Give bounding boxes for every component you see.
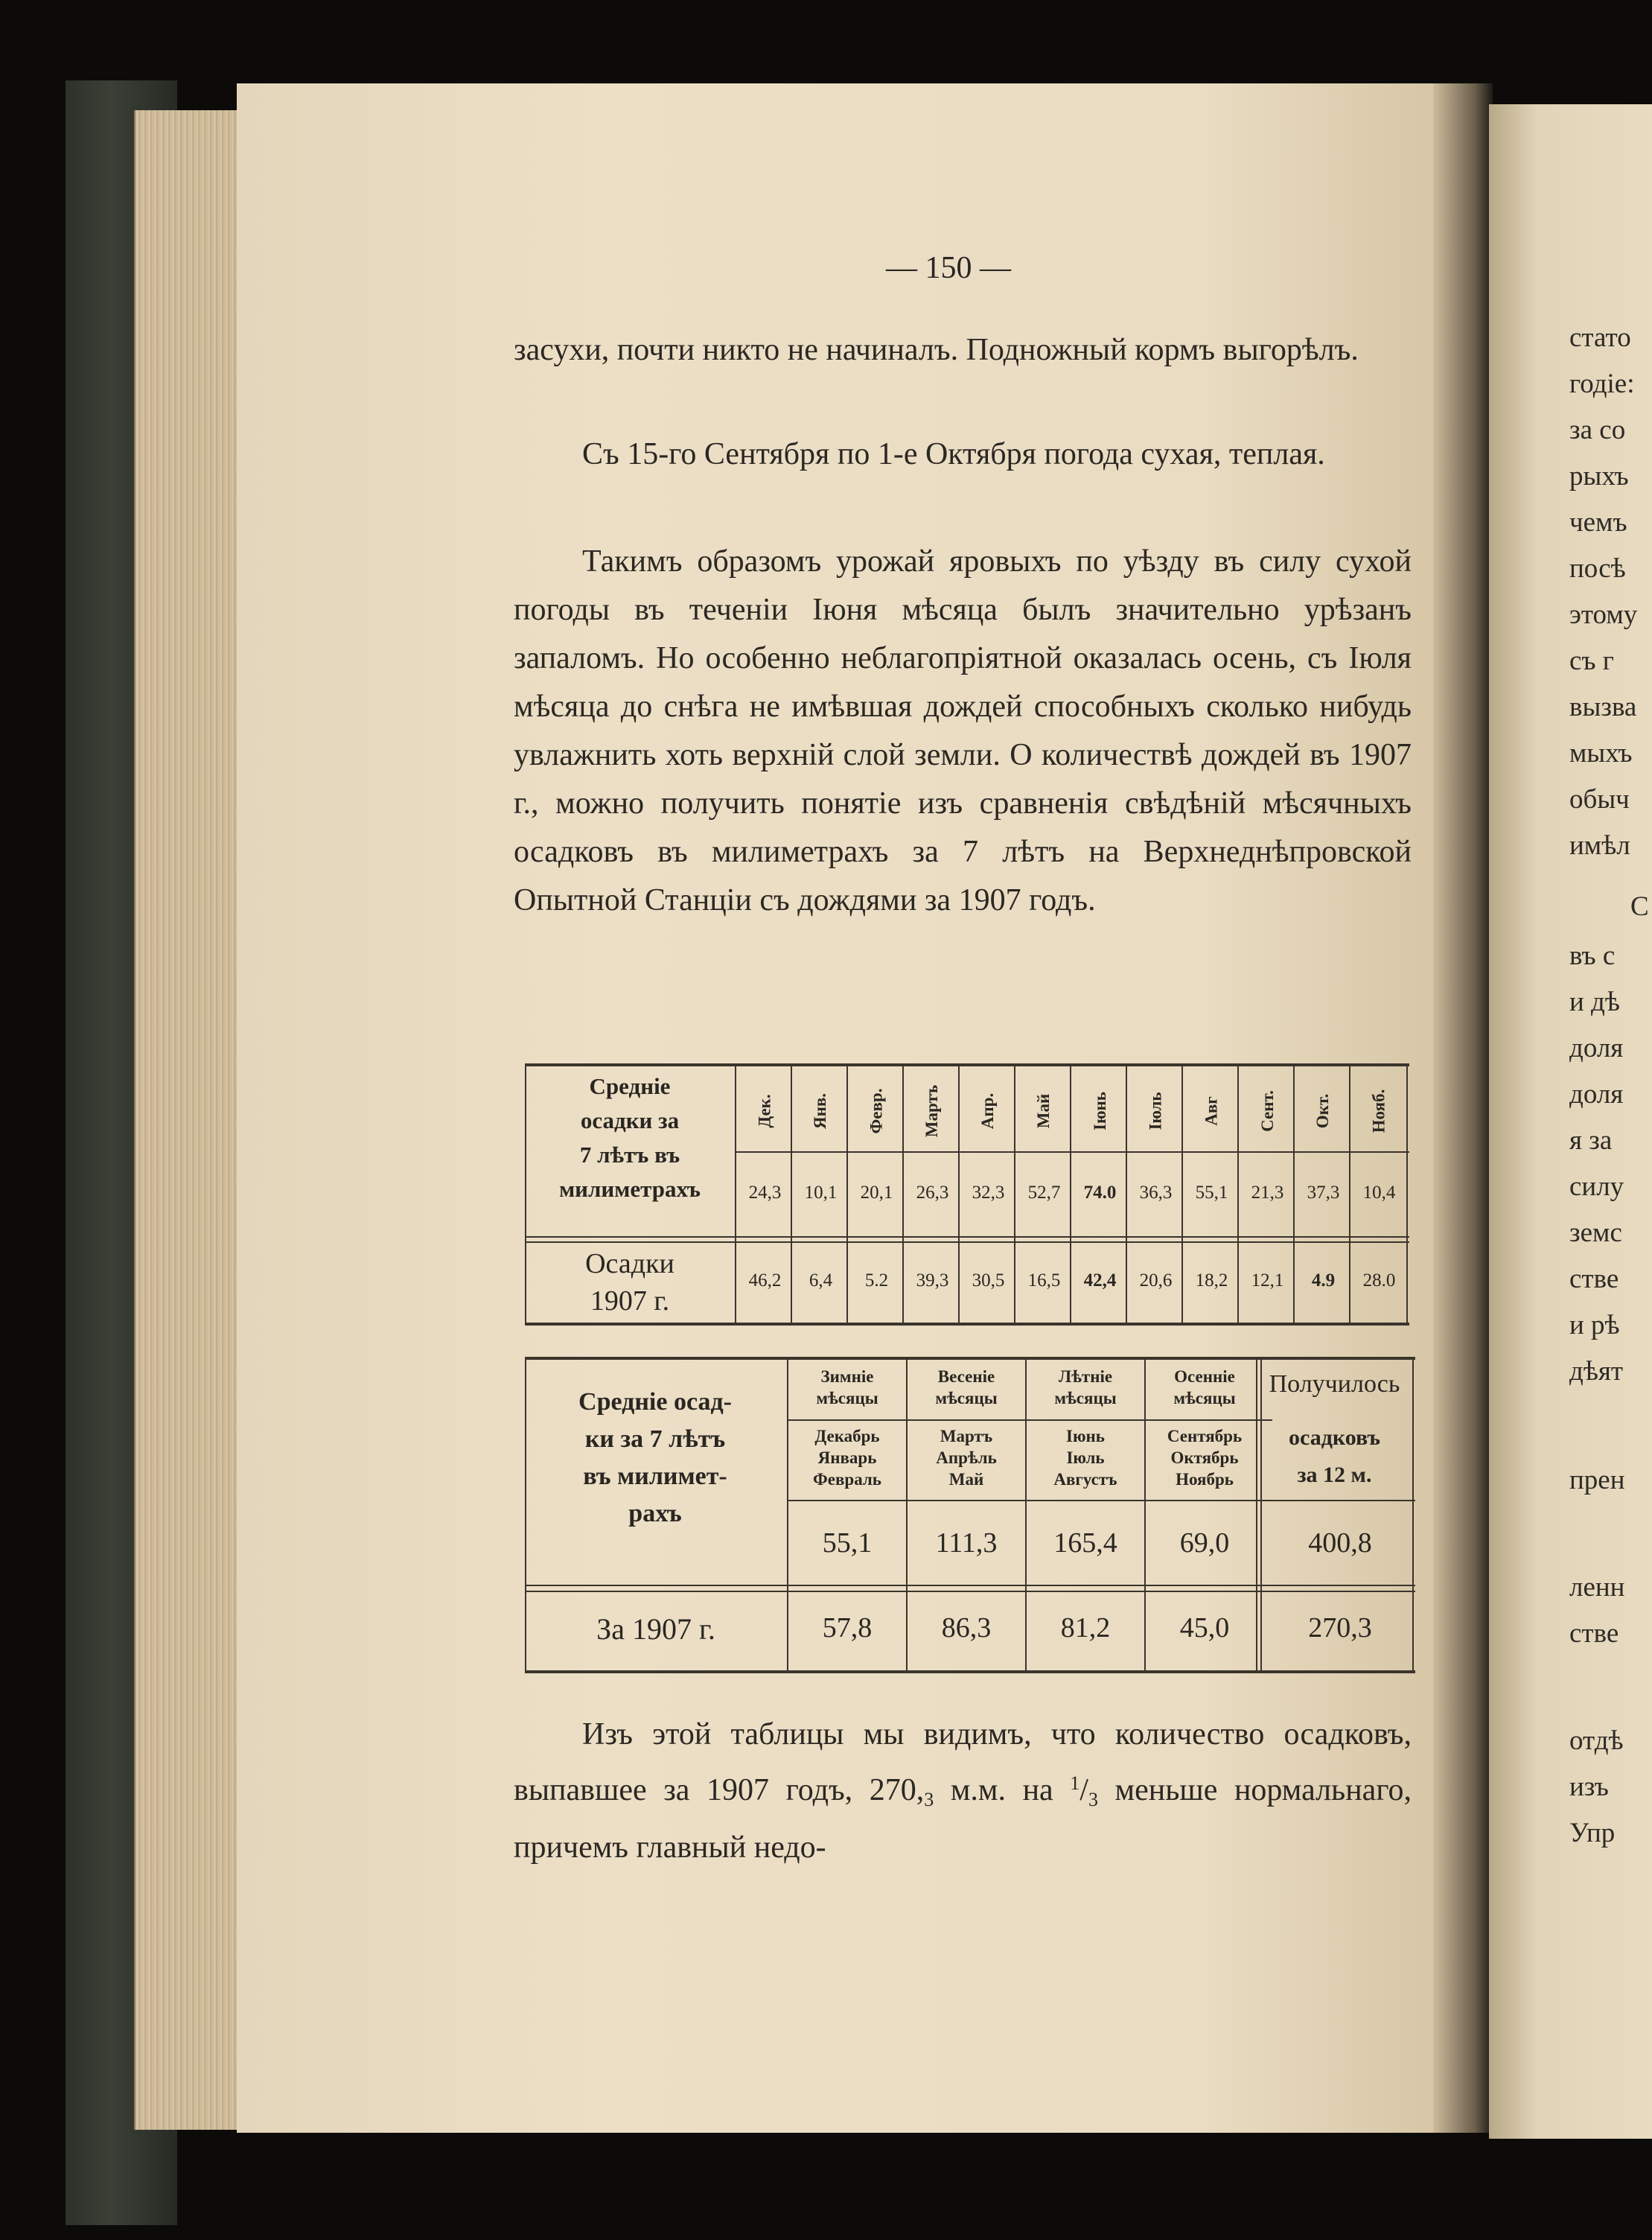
total-header: Получилось bbox=[1269, 1370, 1400, 1398]
row-label-line: Среднiе bbox=[589, 1073, 671, 1099]
row-label-1907: За 1907 г. bbox=[596, 1612, 715, 1646]
season-month: Ноябрь bbox=[1176, 1470, 1234, 1489]
right-page-fragment: за со bbox=[1569, 415, 1626, 445]
season-header bbox=[788, 1366, 906, 1409]
month-header: Окт. bbox=[1313, 1093, 1333, 1129]
season-month: Октябрь bbox=[1170, 1448, 1239, 1467]
season-months bbox=[908, 1425, 1025, 1490]
table-cell: 16,5 bbox=[1027, 1270, 1061, 1291]
month-header: Апр. bbox=[978, 1092, 998, 1130]
season-month: Декабрь bbox=[814, 1427, 880, 1445]
row-label-line: въ милимет- bbox=[583, 1463, 727, 1490]
right-page-fragment: изъ bbox=[1569, 1772, 1609, 1802]
table-cell: 20,1 bbox=[860, 1183, 893, 1203]
row-label-1907 bbox=[525, 1245, 735, 1320]
table-cell: 36,3 bbox=[1139, 1183, 1173, 1203]
table-cell: 42,4 bbox=[1083, 1270, 1117, 1291]
table-cell: 28.0 bbox=[1362, 1270, 1396, 1291]
season-months bbox=[1027, 1425, 1144, 1490]
table-cell: 45,0 bbox=[1179, 1612, 1230, 1644]
total-subheader bbox=[1258, 1419, 1411, 1494]
right-page-fragment: и дѣ bbox=[1569, 987, 1620, 1017]
season-title-line: мѣсяцы bbox=[816, 1389, 878, 1407]
text-run: м.м. на bbox=[934, 1773, 1071, 1807]
table-cell: 86,3 bbox=[941, 1612, 992, 1644]
month-header: Сент. bbox=[1257, 1090, 1277, 1132]
row-label-line: рахъ bbox=[628, 1500, 682, 1527]
season-header bbox=[1146, 1366, 1263, 1409]
row-label-line: милиметрахъ bbox=[559, 1176, 701, 1202]
season-month: Май bbox=[948, 1470, 984, 1489]
monthly-precipitation-table bbox=[525, 1063, 1409, 1326]
text-run: Изъ этой таблицы мы видимъ, что количество осадковъ, выпавшее за 1907 годъ, 270, bbox=[514, 1717, 1412, 1807]
month-header: Май bbox=[1034, 1093, 1053, 1129]
superscript: 1 bbox=[1070, 1772, 1080, 1794]
table-subheader-rule bbox=[1027, 1419, 1153, 1421]
table-cell: 26,3 bbox=[916, 1183, 949, 1203]
right-page-fragment: доля bbox=[1569, 1079, 1624, 1110]
subscript: 3 bbox=[924, 1789, 934, 1810]
month-header: Дек. bbox=[755, 1094, 774, 1128]
table-cell: 18,2 bbox=[1195, 1270, 1228, 1291]
text-run: меньше нормальнаго, причемъ главный недо- bbox=[514, 1773, 1412, 1865]
month-header: Iюль bbox=[1146, 1092, 1165, 1130]
season-title-line: Осеннiе bbox=[1174, 1367, 1235, 1386]
right-page-fragment: Упр bbox=[1569, 1818, 1616, 1848]
right-page-fragment: имѣл bbox=[1569, 830, 1630, 861]
right-page-fragment: ленн bbox=[1569, 1572, 1625, 1603]
month-header: Февр. bbox=[867, 1088, 886, 1134]
table-cell: 52,7 bbox=[1027, 1183, 1061, 1203]
right-page-fragment: доля bbox=[1569, 1033, 1624, 1063]
right-page-fragment: земс bbox=[1569, 1218, 1622, 1248]
right-page-fragment: стато bbox=[1569, 322, 1631, 353]
table-cell: 57,8 bbox=[822, 1612, 873, 1644]
right-page-fragment: этому bbox=[1569, 599, 1638, 630]
month-header: Янв. bbox=[811, 1092, 830, 1130]
season-title-line: мѣсяцы bbox=[935, 1389, 998, 1407]
table-cell: 111,3 bbox=[935, 1527, 998, 1559]
right-page-fragment: и рѣ bbox=[1569, 1310, 1620, 1340]
table-cell: 30,5 bbox=[972, 1270, 1005, 1291]
table-cell: 20,6 bbox=[1139, 1270, 1173, 1291]
season-month: Апрѣль bbox=[936, 1448, 997, 1467]
table-header-rule bbox=[735, 1151, 1409, 1153]
row-label-line: ки за 7 лѣтъ bbox=[584, 1425, 726, 1453]
row-label-average bbox=[525, 1069, 735, 1206]
right-page-fragment: годiе: bbox=[1569, 369, 1635, 399]
right-page-fragment: прен bbox=[1569, 1465, 1625, 1495]
table-cell: 5.2 bbox=[864, 1270, 889, 1291]
table-cell: 32,3 bbox=[972, 1183, 1005, 1203]
table-cell: 6,4 bbox=[809, 1270, 833, 1291]
season-month: Августъ bbox=[1053, 1470, 1117, 1489]
table-cell: 10,1 bbox=[804, 1183, 838, 1203]
table-cell: 10,4 bbox=[1362, 1183, 1396, 1203]
table-cell: 81,2 bbox=[1060, 1612, 1111, 1644]
season-month: Сентябрь bbox=[1167, 1427, 1243, 1445]
paragraph-3: Такимъ образомъ урожай яровыхъ по уѣзду въ силу сухой погоды въ теченiи Iюня мѣсяца былъ значительно урѣзанъ запаломъ. Но особенно неблагопрiятной оказалась осень, съ Iюля мѣсяца до снѣга не имѣвшая дождей способныхъ сколько нибудь увлажнить хоть верхнiй слой земли. О количествѣ дождей въ 1907 г., можно получить понятiе изъ сравненiя свѣдѣнiй мѣсячныхъ осадковъ въ милиметрахъ за 7 лѣтъ на Верхнеднѣпровской Опытной Станцiи съ дождями за 1907 годъ. bbox=[514, 544, 1412, 917]
season-title-line: мѣсяцы bbox=[1173, 1389, 1236, 1407]
table-cell: 12,1 bbox=[1251, 1270, 1284, 1291]
right-page-fragment: дѣят bbox=[1569, 1356, 1624, 1387]
table-border-right bbox=[1412, 1357, 1414, 1673]
right-page-fragment: стве bbox=[1569, 1618, 1619, 1649]
table-cell: 165,4 bbox=[1053, 1527, 1117, 1559]
season-header bbox=[908, 1366, 1025, 1409]
row-label-average bbox=[540, 1384, 771, 1533]
table-cell: 24,3 bbox=[748, 1183, 782, 1203]
season-header bbox=[1027, 1366, 1144, 1409]
table-cell: 270,3 bbox=[1308, 1612, 1372, 1644]
table-subheader-rule bbox=[1146, 1419, 1272, 1421]
season-month: Iюнь bbox=[1066, 1427, 1105, 1445]
table-cell: 21,3 bbox=[1251, 1183, 1284, 1203]
subscript: 3 bbox=[1088, 1789, 1098, 1810]
row-label-line: Осадки bbox=[585, 1248, 674, 1279]
page-fold bbox=[1433, 83, 1493, 2133]
table-cell: 69,0 bbox=[1179, 1527, 1230, 1559]
right-page-fragment: я за bbox=[1569, 1125, 1613, 1156]
table-column-rule bbox=[735, 1063, 736, 1326]
total-subheader-line: за 12 м. bbox=[1297, 1463, 1372, 1487]
seasonal-precipitation-table bbox=[525, 1357, 1415, 1673]
season-months bbox=[788, 1425, 906, 1490]
right-page-fragment: чемъ bbox=[1569, 507, 1627, 538]
right-page-fragment: мыхъ bbox=[1569, 738, 1633, 769]
table-subheader-rule bbox=[788, 1419, 915, 1421]
right-page-fragment: С bbox=[1630, 891, 1649, 922]
paragraph-1: засухи, почти никто не начиналъ. Подножный кормъ выгорѣлъ. bbox=[514, 333, 1359, 367]
season-months bbox=[1146, 1425, 1263, 1490]
table-row-separator bbox=[525, 1236, 1409, 1243]
season-title-line: Весенiе bbox=[937, 1367, 995, 1386]
season-title-line: Зимнiе bbox=[820, 1367, 874, 1386]
season-month: Iюль bbox=[1066, 1448, 1105, 1467]
row-label-line: 1907 г. bbox=[590, 1285, 670, 1317]
row-label-line: осадки за bbox=[580, 1107, 680, 1133]
season-title-line: мѣсяцы bbox=[1054, 1389, 1117, 1407]
right-page-fragment: посѣ bbox=[1569, 553, 1626, 584]
table-cell: 74.0 bbox=[1083, 1183, 1117, 1203]
month-header: Нояб. bbox=[1369, 1089, 1388, 1133]
page-edges bbox=[134, 110, 247, 2130]
month-header: Мартъ bbox=[922, 1084, 942, 1138]
month-header: Авг bbox=[1202, 1096, 1221, 1126]
right-page-fragment: отдѣ bbox=[1569, 1725, 1624, 1756]
season-month: Январь bbox=[817, 1448, 877, 1467]
row-label-line: 7 лѣтъ въ bbox=[579, 1142, 680, 1168]
season-month: Февраль bbox=[813, 1470, 881, 1489]
right-page-fragment: силу bbox=[1569, 1171, 1624, 1202]
table-cell: 46,2 bbox=[748, 1270, 782, 1291]
month-header: Iюнь bbox=[1090, 1092, 1109, 1130]
table-cell: 4.9 bbox=[1311, 1270, 1336, 1291]
table-row-separator bbox=[525, 1585, 1415, 1592]
season-title-line: Лѣтнiе bbox=[1058, 1367, 1113, 1386]
table-cell: 37,3 bbox=[1307, 1183, 1340, 1203]
paragraph-2: Съ 15-го Сентября по 1-е Октября погода сухая, теплая. bbox=[582, 437, 1325, 471]
text-run: / bbox=[1079, 1773, 1088, 1807]
table-header-rule bbox=[787, 1500, 1415, 1501]
table-cell: 400,8 bbox=[1308, 1527, 1372, 1559]
table-subheader-rule bbox=[908, 1419, 1034, 1421]
right-page-fragment: обыч bbox=[1569, 784, 1630, 815]
page-number: — 150 — bbox=[886, 251, 1011, 285]
right-page-fragment: вызва bbox=[1569, 692, 1637, 722]
total-subheader-line: осадковъ bbox=[1289, 1425, 1380, 1450]
table-cell: 55,1 bbox=[1195, 1183, 1228, 1203]
paragraph-4 bbox=[514, 1711, 1412, 1872]
right-page-fragment: стве bbox=[1569, 1264, 1619, 1294]
right-page-fragment: въ с bbox=[1569, 941, 1616, 971]
season-month: Мартъ bbox=[940, 1427, 993, 1445]
row-label-line: Среднiе осад- bbox=[578, 1388, 732, 1416]
right-page-fragment: съ г bbox=[1569, 646, 1614, 676]
right-page-fragment: рыхъ bbox=[1569, 461, 1629, 491]
table-cell: 39,3 bbox=[916, 1270, 949, 1291]
table-cell: 55,1 bbox=[822, 1527, 873, 1559]
